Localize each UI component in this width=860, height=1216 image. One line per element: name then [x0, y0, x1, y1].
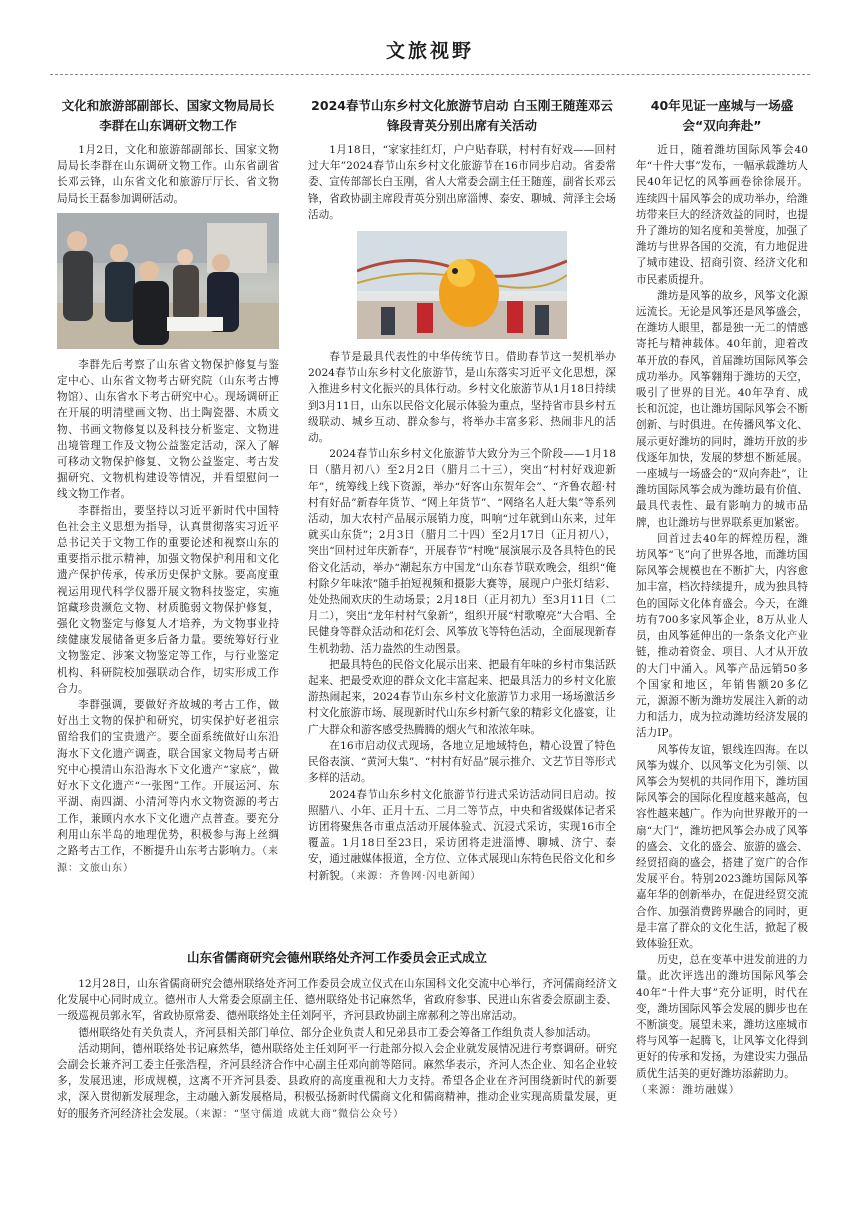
article-d-paragraph-text: 活动期间，德州联络处书记麻然华，德州联络处主任刘阿平一行赴部分拟入会企业就发展情况进行考察调研。研究会副会长兼齐河工委主任张浩程，齐河县经济合作中心副主任邓向前等陪同。麻然华表示，齐河人杰企业、知名企业较多，发展迅速，形成规模，这离不开齐河县委、县政府的高度重视和大力支持。希望各企业在齐河围绕新时代的新要求，深入贯彻新发展理念，主动融入新发展格局，积极弘扬新时代儒商文化和儒商精神，推动企业实现高质量发展，更好的服务齐河经济社会发展。 — [57, 1042, 617, 1120]
article-a-title: 文化和旅游部副部长、国家文物局局长李群在山东调研文物工作 — [61, 98, 275, 133]
page-title: 文旅视野 — [385, 40, 474, 62]
article-b-paragraph — [308, 787, 616, 885]
article-b-source: （来源：齐鲁网·闪电新闻） — [350, 870, 482, 882]
article-d-paragraph: 德州联络处有关负责人，齐河县相关部门单位、部分企业负责人和兄弟县市工委会筹备工作组负责人参加活动。 — [78, 1026, 598, 1039]
article-a-paragraph-text: 李群强调，要做好齐故城的考古工作，做好出土文物的保护和研究，切实保护好老祖宗留给我们的宝贵遗产。要全面系统做好山东沿海水下文化遗产调查，联合国家文物局考古研究中心摸清山东沿海水下文化遗产“家底”，做好水下文化遗产“一张图”工作。开展运河、东平湖、南四湖、小清河等内水文物资源的考古工作，兼顾内水水下文化遗产点普查。要充分利用山东半岛的地理优势，积极参与海上丝绸之路考古工作，不断提升山东考古影响力。 — [57, 699, 279, 857]
article-a-paragraph: 李群先后考察了山东省文物保护修复与鉴定中心、山东省文物考古研究院（山东考古博物馆）、山东省水下考古研究中心。现场调研正在开展的明清壁画文物、出土陶瓷器、木质文物、书画文物修复以及科技分析鉴定、文物进出境管理工作及文物公益鉴定活动，深入了解可移动文物保护修复、文物公益鉴定、考古发掘研究、文物机构建设等情况，并看望慰问一线文物工作者。 — [57, 358, 279, 501]
article-b-paragraph: 在16市启动仪式现场，各地立足地域特色，精心设置了特色民俗表演、“黄河大集”、“村村有好品”展示推介、文艺节目等形式多样的活动。 — [308, 739, 616, 785]
article-d-title: 山东省儒商研究会德州联络处齐河工作委员会正式成立 — [186, 950, 487, 965]
article-a — [57, 96, 279, 941]
article-d — [57, 948, 617, 1188]
article-c-title: 40年见证一座城与一场盛会“双向奔赴” — [650, 98, 794, 133]
article-a-paragraph: 1月2日，文化和旅游部副部长、国家文物局局长李群在山东调研文物工作。山东省副省长邓云锋，山东省文化和旅游厅厅长、省文物局局长王磊参加调研活动。 — [57, 144, 279, 205]
article-c-paragraph: 潍坊是风筝的故乡，风筝文化源远流长。无论是风筝还是风筝盛会，在潍坊人眼里，都是独一无二的情感寄托与精神载体。40年前，迎着改革开放的春风，首届潍坊国际风筝会成功举办。风筝翱翔于潍坊的天空，吸引了世界的目光。40年孕育、成长和沉淀，也让潍坊国际风筝会不断创新、与时俱进。在传播风筝文化、展示更好潍坊的同时，潍坊开放的步伐逐年加快，发展的梦想不断延展。一座城与一场盛会的“双向奔赴”，让潍坊国际风筝会成为潍坊最有价值、最具代表性、最有影响力的城市品牌，也让潍坊与世界联系更加紧密。 — [636, 289, 808, 529]
article-a-paragraph: 李群指出，要坚持以习近平新时代中国特色社会主义思想为指导，认真贯彻落实习近平总书记关于文物工作的重要论述和视察山东的重要指示批示精神，加强文物保护利用和文化遗产保护传承，传承历史保护文脉。要高度重视运用现代科学仪器开展文物科技鉴定，实施馆藏珍贵濒危文物、材质脆弱文物保护修复，强化文物鉴定与修复人才培养，为文物事业持续健康发展储备更多后备力量。要统筹好行业文物鉴定、涉案文物鉴定等工作，与行业鉴定机构、科研院校加强联动合作，切实形成工作合力。 — [57, 504, 279, 695]
article-b — [308, 96, 616, 916]
article-d-paragraph — [57, 1041, 617, 1123]
article-b-paragraph: 春节是最具代表性的中华传统节日。借助春节这一契机举办2024春节山东乡村文化旅游节，是山东落实习近平文化思想，深入推进乡村文化振兴的具体行动。乡村文化旅游节从1月18日持续到3月11日，山东以民俗文化展示体验为重点，坚持省市县乡村五级联动、城乡互动、群众参与，将举办丰富多彩、热闹非凡的活动。 — [308, 351, 616, 445]
article-d-source: （来源：“坚守儒道 成就大商”微信公众号） — [194, 1108, 405, 1120]
header-divider — [50, 74, 810, 75]
article-a-source: （来源：文旅山东） — [57, 845, 279, 875]
article-b-paragraph-text: 2024春节山东乡村文化旅游节行进式采访活动同日启动。按照腊八、小年、正月十五、二月二等节点，中央和省级媒体记者采访团将聚焦各市重点活动开展体验式、沉浸式采访，实现16市全覆盖。1月18日至23日，采访团将走进淄博、聊城、济宁、泰安，通过融媒体报道，全方位、立体式展现山东特色民俗文化和乡村新貌。 — [308, 788, 616, 882]
inspection-photo — [57, 213, 279, 349]
lion-dance-photo — [357, 231, 567, 339]
article-d-paragraph: 12月28日，山东省儒商研究会德州联络处齐河工作委员会成立仪式在山东国科文化交流中心举行，齐河儒商经济文化发展中心同时成立。德州市人大常委会原副主任、德州联络处书记麻然华，省政府参事、民进山东省委会原副主委、一级巡视员郭永军，省政协原常委、德州联络处主任刘阿平，齐河县政协副主席郝利之等出席活动。 — [57, 978, 617, 1023]
article-c-paragraph: 近日，随着潍坊国际风筝会40年“十件大事”发布，一幅承载潍坊人民40年记忆的风筝画卷徐徐展开。连续四十届风筝会的成功举办，给潍坊带来巨大的经济效益的同时，也提升了潍坊的知名度和美誉度，加强了潍坊与世界各国的交流，有力地促进了城市建设、招商引资、经济文化和市民素质提升。 — [636, 144, 808, 286]
article-a-paragraph — [57, 697, 279, 877]
article-c-source: （来源：潍坊融媒） — [636, 1083, 741, 1096]
article-c-paragraph: 风筝传友谊，银线连四海。在以风筝为媒介、以风筝文化为引领、以风筝会为契机的共同作用下，潍坊国际风筝会的国际化程度越来越高，包容性越来越广。作为向世界敞开的一扇“大门”，潍坊把风筝会办成了风筝的盛会、文化的盛会、旅游的盛会、经贸招商的盛会，搭建了宽广的合作发展平台。特别2023潍坊国际风筝嘉年华的创新举办，在促进经贸交流合作、加强消费跨界融合的同时，更是丰富了群众的文化生活，掀起了极致体验狂欢。 — [636, 743, 808, 950]
article-c-paragraph: 历史，总在变革中进发前进的力量。此次评选出的潍坊国际风筝会40年“十件大事”充分证明，时代在变，潍坊国际风筝会发展的脚步也在不断演变。展望未来，潍坊这座城市将与风筝一起腾飞，让风筝文化得到更好的传承和发扬，为建设实力强品质优生活美的更好潍坊添薪助力。 — [636, 954, 808, 1080]
article-c-paragraph: 回首过去40年的辉煌历程，潍坊风筝“飞”向了世界各地，而潍坊国际风筝会规模也在不断扩大，内容愈加丰富，档次持续提升，成为独具特色的国际文化体育盛会。今天，在潍坊有700多家风筝企业，8万从业人员，由风筝延伸出的一条条文化产业链，推动着资金、项目、人才从开放的大门中涌入。风筝产品远销50多个国家和地区，年销售额20多亿元，源源不断为潍坊发展注入新的动力和活力，成为拉动潍坊经济发展的活力IP。 — [636, 532, 808, 740]
article-c — [636, 96, 808, 1176]
article-b-paragraph: 2024春节山东乡村文化旅游节大致分为三个阶段——1月18日（腊月初八）至2月2日（腊月二十三），突出“村村好戏迎新年”，统筹线上线下资源，举办“好客山东贺年会”、“齐鲁农超·村村有好品”新春年货节、“网上年货节”、“网络名人赶大集”等系列活动，加大农村产品展示展销力度，叫响“过年就到山东来，过年就买山东货”；2月3日（腊月二十四）至2月17日（正月初八），突出“回村过年庆新春”，开展春节“村晚”展演展示及各具特色的民俗文化活动，举办“潮起东方中国龙”山东春节联欢晚会，组织“俺村除夕年味浓”随手拍短视频和摄影大赛等，展现户户张灯结彩、处处热闹欢庆的生动场景；2月18日（正月初九）至3月11日（二月二），突出“龙年村村气象新”，组织开展“村歌嘹亮”大合唱、全民健身等群众活动和花灯会、风筝放飞等特色活动，全面展现新春生机勃勃、活力盎然的生动图景。 — [308, 448, 616, 655]
article-b-title: 2024春节山东乡村文化旅游节启动 白玉刚王随莲邓云锋段青英分别出席有关活动 — [311, 98, 613, 133]
article-b-paragraph: 1月18日，“家家挂红灯，户户贴春联，村村有好戏——回村过大年”2024春节山东乡村文化旅游节在16市同步启动。省委常委、宣传部部长白玉刚，省人大常委会副主任王随莲，副省长邓云锋，省政协副主席段青英分别出席淄博、泰安、聊城、菏泽主会场活动。 — [308, 144, 616, 221]
article-b-paragraph: 把最具特色的民俗文化展示出来、把最有年味的乡村市集活跃起来、把最受欢迎的群众文化丰富起来、把最具活力的乡村文化旅游热闹起来，2024春节山东乡村文化旅游节力求用一场场激活乡村文化旅游市场、展现新时代山东乡村新气象的精彩文化盛宴，让广大群众和游客感受热腾腾的烟火气和浓浓年味。 — [308, 658, 616, 736]
